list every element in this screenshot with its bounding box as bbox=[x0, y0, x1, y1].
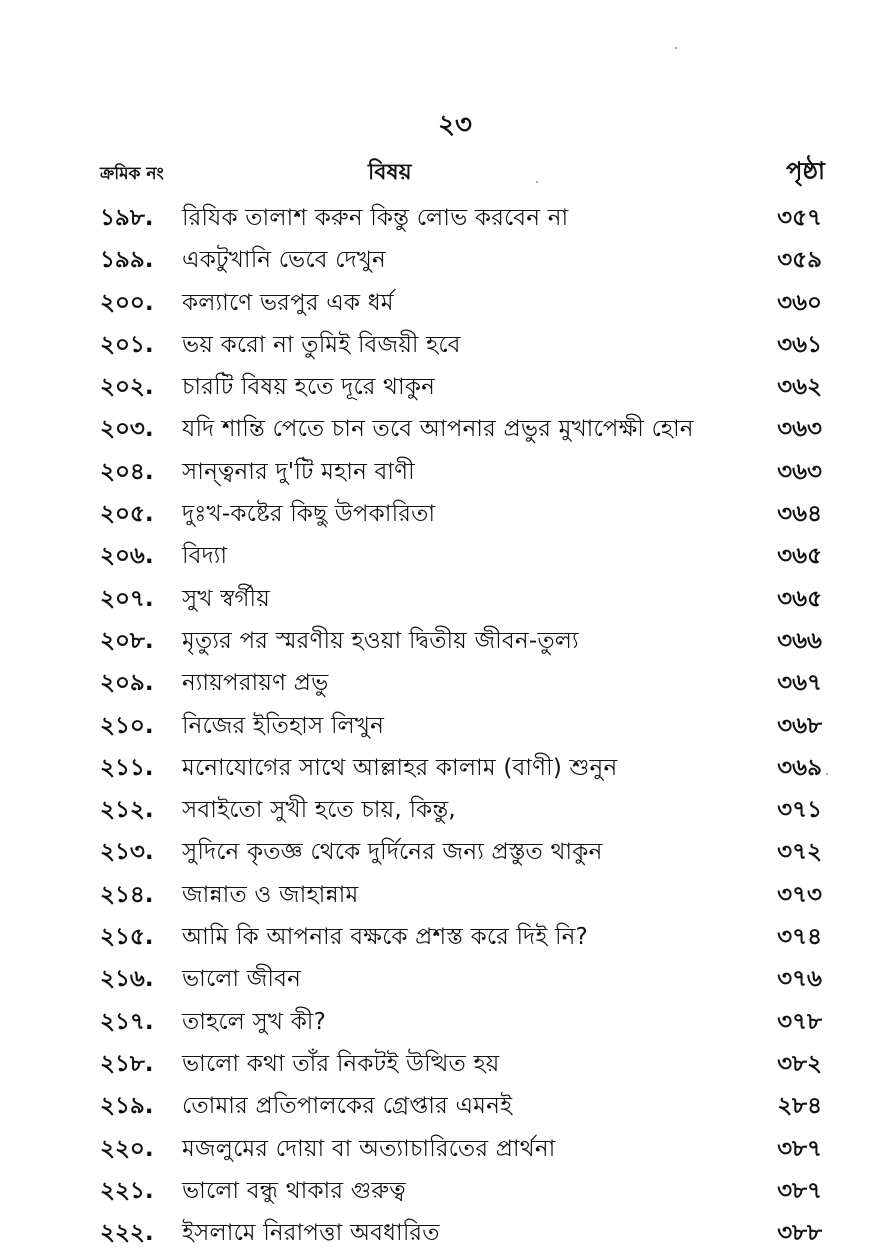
entry-number: ১৯৯. bbox=[100, 247, 154, 274]
entry-title: চারটি বিষয় হতে দূরে থাকুন bbox=[182, 374, 436, 401]
entry-number: ২০৬. bbox=[100, 543, 154, 570]
entry-page: ৩৮২ bbox=[777, 1050, 822, 1077]
entry-page: ৩৭৩ bbox=[777, 881, 822, 908]
list-item bbox=[100, 789, 822, 831]
list-item bbox=[100, 620, 822, 662]
entry-title: সুখ স্বর্গীয় bbox=[182, 585, 271, 612]
entry-title: মৃত্যুর পর স্মরণীয় হওয়া দ্বিতীয় জীবন-তুল্য bbox=[182, 627, 579, 654]
entry-number: ২০৮. bbox=[100, 627, 154, 654]
entry-title: ভালো কথা তাঁর নিকটই উত্থিত হয় bbox=[182, 1050, 500, 1077]
list-item bbox=[100, 662, 822, 704]
entry-title: দুঃখ-কষ্টের কিছু উপকারিতা bbox=[182, 501, 436, 528]
entry-title: জান্নাত ও জাহান্নাম bbox=[182, 881, 359, 908]
entry-page: ৩৬২ bbox=[777, 374, 822, 401]
entry-page: ৩৫৭ bbox=[777, 205, 822, 231]
entry-page: ৩৬৩ bbox=[777, 416, 822, 443]
list-item bbox=[100, 1043, 822, 1085]
entry-title: নিজের ইতিহাস লিখুন bbox=[182, 712, 385, 739]
entry-page: ৩৭৮ bbox=[777, 1008, 822, 1035]
list-item bbox=[100, 535, 822, 577]
list-item bbox=[100, 324, 822, 366]
entry-title: মনোযোগের সাথে আল্লাহর কালাম (বাণী) শুনুন bbox=[182, 754, 618, 781]
entry-number: ২০৫. bbox=[100, 501, 154, 528]
entry-title: একটুখানি ভেবে দেখুন bbox=[182, 247, 386, 274]
entry-number: ২০৯. bbox=[100, 670, 154, 697]
entry-title: রিযিক তালাশ করুন কিন্তু লোভ করবেন না bbox=[182, 205, 569, 231]
entry-page: ৩৬১ bbox=[777, 331, 822, 358]
subject-column-header: বিষয় bbox=[368, 160, 412, 185]
entry-page: ৩৬৫ bbox=[777, 543, 822, 570]
list-item bbox=[100, 958, 822, 1000]
list-item bbox=[100, 747, 822, 789]
list-item bbox=[100, 493, 822, 535]
print-speck bbox=[675, 47, 677, 49]
entry-page: ৩৬৯ bbox=[777, 754, 822, 781]
entry-page: ৩৫৯ bbox=[777, 247, 822, 274]
entry-page: ৩৬৬ bbox=[777, 627, 822, 654]
entry-page: ৩৬৮ bbox=[777, 712, 822, 739]
list-item bbox=[100, 874, 822, 916]
table-header bbox=[100, 153, 825, 189]
entry-title: ভালো জীবন bbox=[182, 966, 302, 993]
entry-number: ২১১. bbox=[100, 754, 154, 781]
entry-title: ভালো বন্ধু থাকার গুরুত্ব bbox=[182, 1177, 406, 1204]
entry-title: কল্যাণে ভরপুর এক ধর্ম bbox=[182, 289, 394, 316]
entry-page: ৩৮৭ bbox=[777, 1177, 822, 1204]
entry-number: ২১৯. bbox=[100, 1093, 154, 1120]
entry-number: ২১৫. bbox=[100, 924, 154, 951]
list-item bbox=[100, 197, 822, 239]
print-speck bbox=[536, 181, 538, 183]
entry-title: আমি কি আপনার বক্ষকে প্রশস্ত করে দিই নি? bbox=[182, 924, 588, 951]
entry-page: ৩৮৭ bbox=[777, 1135, 822, 1162]
entry-number: ২০৩. bbox=[100, 416, 154, 443]
entry-number: ২১২. bbox=[100, 797, 154, 824]
entry-title: বিদ্যা bbox=[182, 543, 228, 570]
entry-number: ২০৭. bbox=[100, 585, 154, 612]
entry-title: সান্ত্বনার দু'টি মহান বাণী bbox=[182, 458, 415, 485]
entry-number: ২১৩. bbox=[100, 839, 154, 866]
entry-title: সবাইতো সুখী হতে চায়, কিন্তু, bbox=[182, 797, 456, 824]
entry-number: ২১০. bbox=[100, 712, 154, 739]
list-item bbox=[100, 916, 822, 958]
entry-number: ১৯৮. bbox=[100, 205, 154, 231]
entry-number: ২২০. bbox=[100, 1135, 154, 1162]
entry-number: ২১৭. bbox=[100, 1008, 154, 1035]
entry-page: ২৮৪ bbox=[777, 1093, 822, 1120]
entry-title: তাহলে সুখ কী? bbox=[182, 1008, 326, 1035]
entry-title: যদি শান্তি পেতে চান তবে আপনার প্রভুর মুখাপেক্ষী হোন bbox=[182, 416, 694, 443]
list-item bbox=[100, 282, 822, 324]
page-number: ২৩ bbox=[438, 110, 472, 140]
entry-number: ২০০. bbox=[100, 289, 154, 316]
entry-title: তোমার প্রতিপালকের গ্রেপ্তার এমনই bbox=[182, 1093, 513, 1120]
entry-page: ৩৭৬ bbox=[777, 966, 822, 993]
page-column-header: পৃষ্ঠা bbox=[786, 157, 825, 185]
list-item bbox=[100, 408, 822, 450]
entry-page: ৩৬৪ bbox=[777, 501, 822, 528]
entry-number: ২২১. bbox=[100, 1177, 154, 1204]
list-item bbox=[100, 1085, 822, 1127]
list-item bbox=[100, 578, 822, 620]
list-item bbox=[100, 1128, 822, 1170]
list-item bbox=[100, 366, 822, 408]
entry-title: ভয় করো না তুমিই বিজয়ী হবে bbox=[182, 331, 461, 358]
entry-number: ২১৪. bbox=[100, 881, 154, 908]
entry-title: ইসলামে নিরাপত্তা অবধারিত bbox=[182, 1220, 440, 1247]
entry-page: ৩৬৫ bbox=[777, 585, 822, 612]
entry-title: সুদিনে কৃতজ্ঞ থেকে দুর্দিনের জন্য প্রস্তুত থাকুন bbox=[182, 839, 603, 866]
entry-page: ৩৬৩ bbox=[777, 458, 822, 485]
serial-column-header: ক্রমিক নং bbox=[100, 164, 164, 184]
entry-title: ন্যায়পরায়ণ প্রভু bbox=[182, 670, 329, 697]
list-item bbox=[100, 1001, 822, 1043]
entry-number: ২১৬. bbox=[100, 966, 154, 993]
entry-page: ৩৬০ bbox=[777, 289, 822, 316]
entry-title: মজলুমের দোয়া বা অত্যাচারিতের প্রার্থনা bbox=[182, 1135, 556, 1162]
entry-number: ২০২. bbox=[100, 374, 154, 401]
entry-page: ৩৭২ bbox=[777, 839, 822, 866]
list-item bbox=[100, 239, 822, 281]
list-item bbox=[100, 1212, 822, 1254]
list-item bbox=[100, 705, 822, 747]
entry-page: ৩৭১ bbox=[777, 797, 822, 824]
entry-number: ২০৪. bbox=[100, 458, 154, 485]
entry-number: ২১৮. bbox=[100, 1050, 154, 1077]
entry-page: ৩৬৭ bbox=[777, 670, 822, 697]
entry-page: ৩৭৪ bbox=[777, 924, 822, 951]
entry-page: ৩৮৮ bbox=[777, 1220, 822, 1247]
list-item bbox=[100, 1170, 822, 1212]
print-speck bbox=[826, 773, 828, 775]
contents-list bbox=[100, 197, 822, 1254]
list-item bbox=[100, 451, 822, 493]
entry-number: ২০১. bbox=[100, 331, 154, 358]
list-item bbox=[100, 831, 822, 873]
entry-number: ২২২. bbox=[100, 1220, 154, 1247]
